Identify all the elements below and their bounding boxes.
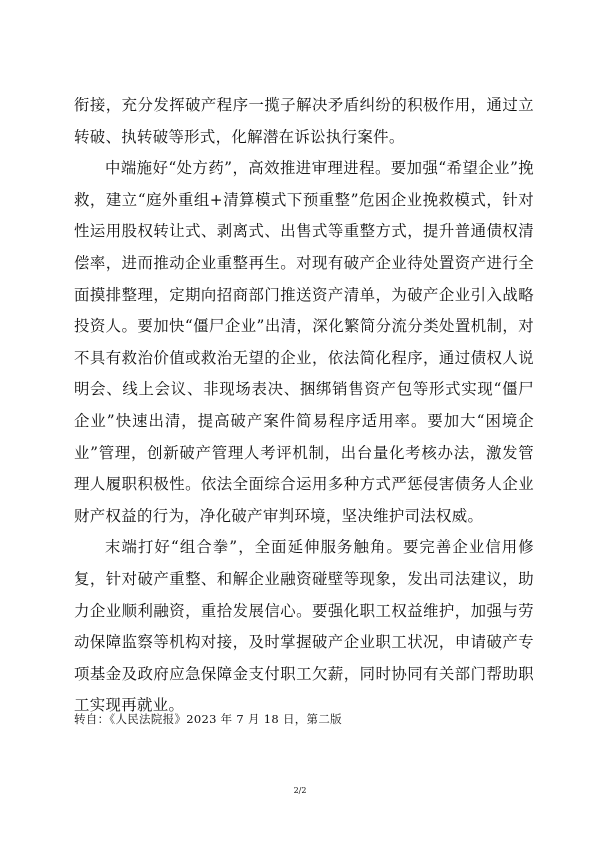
source-citation: 转自：《人民法院报》2023 年 7 月 18 日，第二版 bbox=[74, 712, 342, 726]
paragraph-middle-stage: 中端施好“处方药”，高效推进审理进程。要加强“希望企业”挽救，建立“庭外重组+清算模式下预重整”危困企业挽救模式，针对性运用股权转让式、剥离式、出售式等重整方式，提升普通债权清偿率，进而推动企业重整再生。对现有破产企业待处置资产进行全面摸排整理，定期向招商部门推送资产清单，为破产企业引入战略投资人。要加快“僵尸企业”出清，深化繁简分流分类处置机制，对不具有救治价值或救治无望的企业，依法简化程序，通过债权人说明会、线上会议、非现场表决、捆绑销售资产包等形式实现“僵尸企业”快速出清，提高破产案件简易程序适用率。要加大“困境企业”管理，创新破产管理人考评机制，出台量化考核办法，激发管理人履职积极性。依法全面综合运用多种方式严惩侵害债务人企业财产权益的行为，净化破产审判环境，坚决维护司法权威。 bbox=[74, 159, 534, 525]
article-body bbox=[74, 90, 534, 722]
page-number: 2/2 bbox=[293, 786, 307, 795]
paragraph-final-stage: 末端打好“组合拳”，全面延伸服务触角。要完善企业信用修复，针对破产重整、和解企业融资碰壁等现象，发出司法建议，助力企业顺利融资，重拾发展信心。要强化职工权益维护，加强与劳动保障监察等机构对接，及时掌握破产企业职工状况，申请破产专项基金及政府应急保障金支付职工欠薪，同时协同有关部门帮助职工实现再就业。 bbox=[74, 538, 534, 715]
paragraph-continuation: 衔接，充分发挥破产程序一揽子解决矛盾纠纷的积极作用，通过立转破、执转破等形式，化解潜在诉讼执行案件。 bbox=[74, 96, 534, 146]
